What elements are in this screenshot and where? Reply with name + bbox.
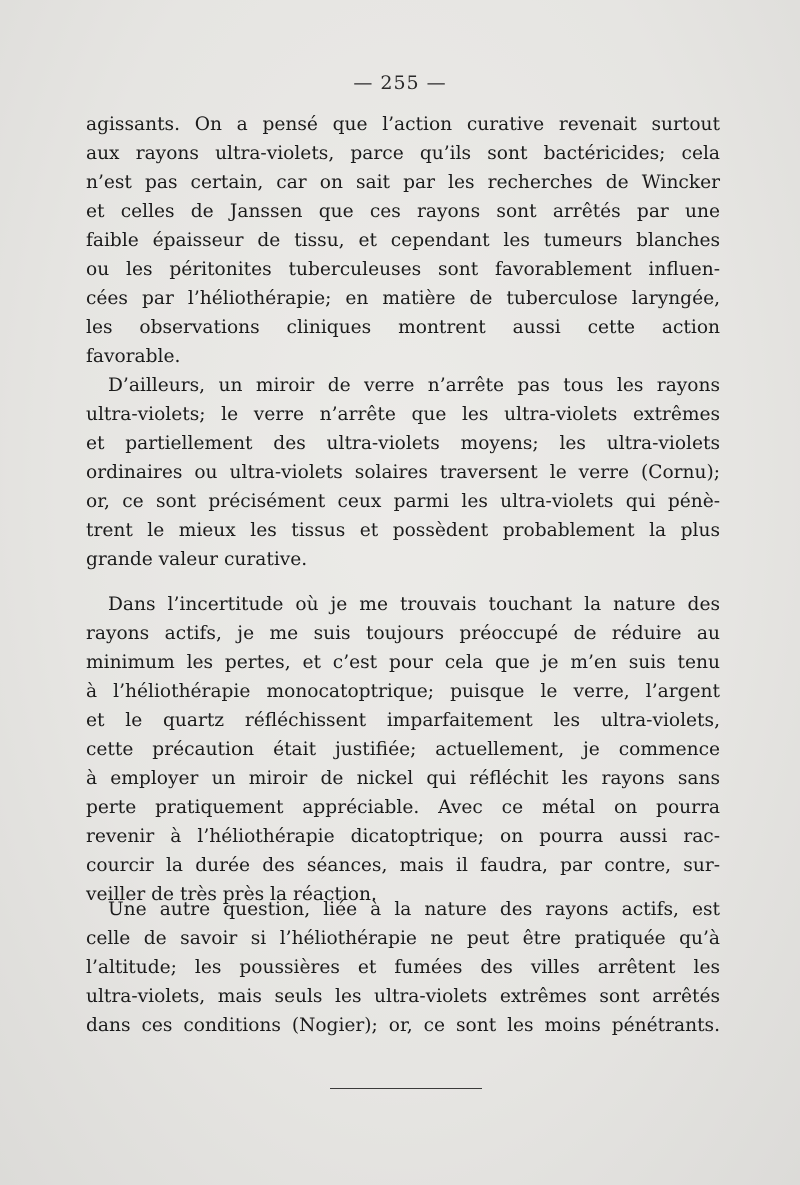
text-line: et partiellement des ultra-violets moyens; les ultra-violets (86, 433, 720, 454)
end-rule (330, 1088, 482, 1089)
text-line: cées par l’héliothérapie; en matière de tuberculose laryngée, (86, 288, 720, 309)
text-line: à employer un miroir de nickel qui réfléchit les rayons sans (86, 768, 720, 789)
page-number: — 255 — (353, 72, 447, 94)
text-line: Dans l’incertitude où je me trouvais touchant la nature des (108, 594, 720, 615)
text-line: revenir à l’héliothérapie dicatoptrique; on pourra aussi rac- (86, 826, 720, 847)
text-line: courcir la durée des séances, mais il faudra, par contre, sur- (86, 855, 720, 876)
paragraph-2 (86, 371, 720, 574)
paragraph-3 (86, 590, 720, 909)
text-line: veiller de très près la réaction. (86, 884, 377, 905)
text-line: D’ailleurs, un miroir de verre n’arrête pas tous les rayons (108, 375, 720, 396)
text-line: perte pratiquement appréciable. Avec ce métal on pourra (86, 797, 720, 818)
text-line: l’altitude; les poussières et fumées des villes arrêtent les (86, 957, 720, 978)
text-line: favorable. (86, 346, 181, 367)
text-line: Une autre question, liée à la nature des rayons actifs, est (108, 899, 720, 920)
text-line: ou les péritonites tuberculeuses sont favorablement influen- (86, 259, 720, 280)
text-line: les observations cliniques montrent aussi cette action (86, 317, 720, 338)
text-line: dans ces conditions (Nogier); or, ce sont les moins pénétrants. (86, 1015, 720, 1036)
text-line: aux rayons ultra-violets, parce qu’ils sont bactéricides; cela (86, 143, 720, 164)
text-line: trent le mieux les tissus et possèdent probablement la plus (86, 520, 720, 541)
text-line: grande valeur curative. (86, 549, 308, 570)
text-line: et celles de Janssen que ces rayons sont arrêtés par une (86, 201, 720, 222)
text-line: et le quartz réfléchissent imparfaitement les ultra-violets, (86, 710, 720, 731)
text-line: faible épaisseur de tissu, et cependant les tumeurs blanches (86, 230, 720, 251)
text-line: minimum les pertes, et c’est pour cela que je m’en suis tenu (86, 652, 720, 673)
text-line: ultra-violets, mais seuls les ultra-violets extrêmes sont arrêtés (86, 986, 720, 1007)
text-line: rayons actifs, je me suis toujours préoccupé de réduire au (86, 623, 720, 644)
text-line: agissants. On a pensé que l’action curative revenait surtout (86, 114, 720, 135)
text-line: celle de savoir si l’héliothérapie ne peut être pratiquée qu’à (86, 928, 720, 949)
text-line: ultra-violets; le verre n’arrête que les ultra-violets extrêmes (86, 404, 720, 425)
text-line: cette précaution était justifiée; actuellement, je commence (86, 739, 720, 760)
text-line: à l’héliothérapie monocatoptrique; puisque le verre, l’argent (86, 681, 720, 702)
paragraph-1 (86, 110, 720, 371)
text-line: or, ce sont précisément ceux parmi les ultra-violets qui pénè- (86, 491, 720, 512)
paragraph-4 (86, 895, 720, 1040)
text-line: ordinaires ou ultra-violets solaires traversent le verre (Cornu); (86, 462, 720, 483)
text-line: n’est pas certain, car on sait par les recherches de Wincker (86, 172, 720, 193)
